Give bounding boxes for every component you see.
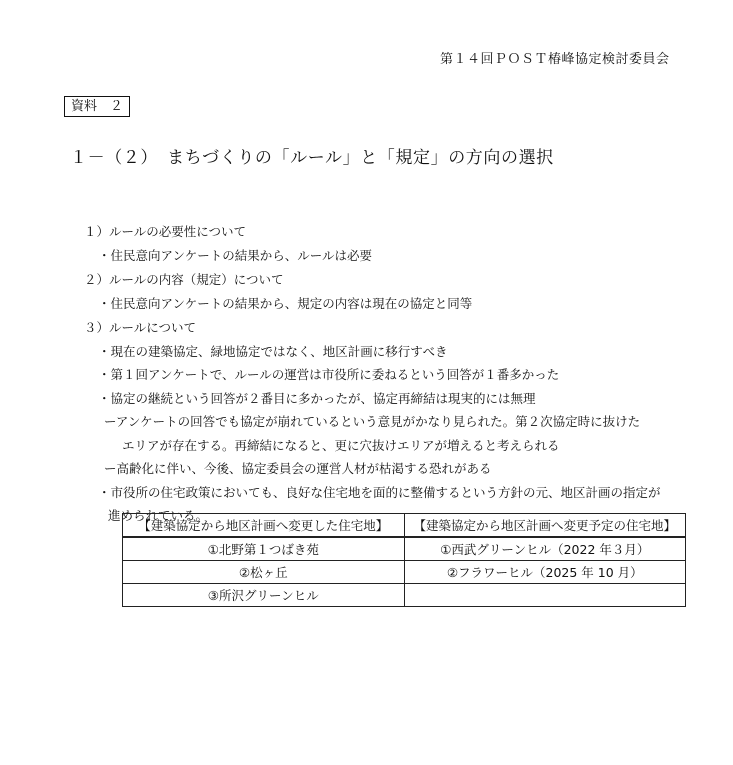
residential-areas-table <box>122 513 686 607</box>
section-title: １－（２） まちづくりの「ルール」と「規定」の方向の選択 <box>70 148 554 168</box>
bullet-first-survey: ・第１回アンケートで、ルールの運営は市役所に委ねるという回答が１番多かった <box>98 367 560 382</box>
reference-label: 資料 ２ <box>64 96 130 117</box>
bullet-district-plan: ・現在の建築協定、緑地協定ではなく、地区計画に移行すべき <box>98 344 448 359</box>
heading-rules: ３）ルールについて <box>84 320 197 335</box>
table-header-row <box>123 514 686 538</box>
table-cell: ①西武グリーンヒル（2022 年３月） <box>404 537 686 561</box>
heading-content: ２）ルールの内容（規定）について <box>84 272 284 287</box>
committee-header: 第１４回ＰＯＳＴ椿峰協定検討委員会 <box>440 52 670 67</box>
bullet-continuation: ・協定の継続という回答が２番目に多かったが、協定再締結は現実的には無理 <box>98 391 536 406</box>
table-cell: ②松ヶ丘 <box>123 561 405 584</box>
table-cell: ①北野第１つばき苑 <box>123 537 405 561</box>
table-row <box>123 561 686 584</box>
table-cell: ②フラワーヒル（2025 年 10 月） <box>404 561 686 584</box>
table-cell <box>404 584 686 607</box>
header-planned-areas: 【建築協定から地区計画へ変更予定の住宅地】 <box>404 514 686 538</box>
sub-point-survey-opinion-cont: エリアが存在する。再締結になると、更に穴抜けエリアが増えると考えられる <box>122 438 560 453</box>
bullet-city-policy: ・市役所の住宅政策においても、良好な住宅地を面的に整備するという方針の元、地区計画の指定が <box>98 485 661 500</box>
sub-point-aging: ー高齢化に伴い、今後、協定委員会の運営人材が枯渇する恐れがある <box>104 461 492 476</box>
table-row <box>123 537 686 561</box>
bullet-content: ・住民意向アンケートの結果から、規定の内容は現在の協定と同等 <box>98 296 473 311</box>
table-cell: ③所沢グリーンヒル <box>123 584 405 607</box>
heading-necessity: １）ルールの必要性について <box>84 224 247 239</box>
header-changed-areas: 【建築協定から地区計画へ変更した住宅地】 <box>123 514 405 538</box>
bullet-necessity: ・住民意向アンケートの結果から、ルールは必要 <box>98 248 373 263</box>
table-row <box>123 584 686 607</box>
bullet-city-policy-cont: 進められている。 <box>108 508 209 523</box>
sub-point-survey-opinion: ーアンケートの回答でも協定が崩れているという意見がかなり見られた。第２次協定時に抜けた <box>104 414 641 429</box>
